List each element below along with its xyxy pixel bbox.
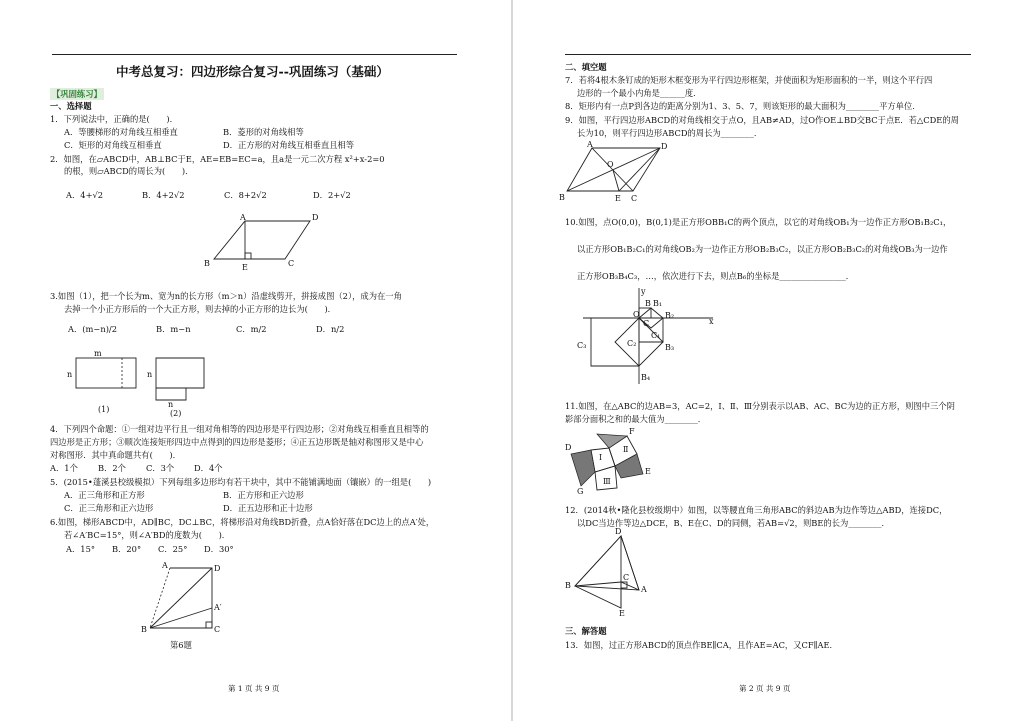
header-rule [52,54,457,55]
fig2-label-e: E [242,263,248,272]
question-6-line2: 若∠A′BC=15°，则∠A′BD的度数为( )． [64,530,231,540]
q5-option-d: D．正五边形和正十边形 [223,503,313,513]
fig9-label-c: C [631,194,638,203]
fig10-label-c1: C₁ [651,331,661,340]
q3-option-b: B．m−n [156,324,191,334]
fig10-label-b2: B₂ [665,311,675,320]
fig9-label-e: E [615,194,621,203]
question-10-line1: 10.如图，点O(0,0)，B(0,1)是正方形OBB₁C的两个顶点，以它的对角线OB₁为一边作正方形OB₁B₂C₁， [565,217,952,227]
fig2-label-c: C [288,259,295,268]
fig10-label-b: B [645,299,651,308]
fig3-caption-1: (1) [98,405,110,414]
question-10-line3: 正方形OB₃B₄C₃，…，依次进行下去，则点B₆的坐标是________________． [577,271,855,281]
fig2-label-a: A [240,213,246,222]
fig11-label-g: G [577,487,584,496]
q1-option-d: D．正方形的对角线互相垂直且相等 [223,140,355,150]
fig2-label-b: B [204,259,210,268]
question-2-line1: 2．如图，在▱ABCD中，AB⊥BC于E，AE=EB=EC=a，且a是一元二次方程 x²+x-2=0 [50,154,385,164]
q4-option-b: B．2个 [98,463,126,473]
fig9-label-d: D [661,142,668,151]
figure-q3-rectangles [66,350,226,420]
q5-option-c: C．正三角形和正六边形 [64,503,154,513]
page-1 [0,0,511,721]
fig3-label-n3: n [168,400,174,409]
fig11-label-e: E [645,467,651,476]
question-4-line1: 4．下列四个命题：①一组对边平行且一组对角相等的四边形是平行四边形；②对角线互相垂直且相等的 [50,424,429,434]
figure-q12-triangles [565,527,655,618]
fig6-label-b: B [141,625,147,634]
fig6-label-a: A [162,561,168,570]
fig6-caption: 第6题 [170,640,192,650]
section-heading-choice: 一、选择题 [50,101,92,111]
section-tag: 【巩固练习】 [52,89,102,99]
fig6-label-a-prime: A′ [214,603,222,612]
fig10-label-o: O [633,310,640,319]
question-3-line1: 3.如图（1），把一个长为m、宽为n的长方形（m＞n）沿虚线剪开，拼接成图（2），成为在一角 [50,291,402,301]
fig10-label-b3: B₃ [665,343,675,352]
q6-option-d: D．30° [204,544,234,554]
q1-option-c: C．矩形的对角线互相垂直 [64,140,162,150]
page-2 [513,0,1024,721]
question-11-line2: 影部分面积之和的最大值为________． [565,414,707,424]
fig10-label-y: y [641,287,646,296]
q4-option-d: D．4个 [194,463,223,473]
q5-option-b: B．正方形和正六边形 [223,490,304,500]
page-footer: 第 1 页 共 9 页 [228,684,280,693]
fig9-label-a: A [587,140,593,149]
q2-option-a: A．4+√2 [66,190,104,200]
section-heading-solve: 三、解答题 [565,626,607,636]
q2-option-c: C．8+2√2 [224,190,267,200]
question-4-line2: 四边形是正方形；③顺次连接矩形四边中点得到的四边形是菱形；④正五边形既是轴对称图形又是中心 [50,437,424,447]
fig9-label-b: B [559,193,565,202]
q6-option-c: C．25° [158,544,188,554]
fig12-label-a: A [641,585,647,594]
q1-option-b: B．菱形的对角线相等 [223,127,304,137]
q3-option-a: A．(m−n)/2 [68,324,117,334]
q6-option-b: B．20° [112,544,142,554]
question-5: 5．(2015•蓬溪县校级模拟）下列每组多边形均有若干块中，其中不能铺满地面（镶嵌）的一组是( ) [50,477,432,487]
q2-option-b: B．4+2√2 [142,190,185,200]
q6-option-a: A．15° [66,544,95,554]
fig10-label-c3: C₃ [577,341,587,350]
page-footer: 第 2 页 共 9 页 [739,684,791,693]
fig6-label-d: D [214,564,221,573]
q5-option-a: A．正三角形和正方形 [64,490,145,500]
figure-q2-parallelogram [200,212,330,272]
fig12-label-d: D [615,527,622,536]
q4-option-c: C．3个 [146,463,175,473]
fig10-label-b1: B₁ [653,299,663,308]
fig11-label-iii: Ⅲ [603,477,611,486]
question-12-line2: 以DC当边作等边△DCE，B、E在C、D的同侧，若AB=√2，则BE的长为________． [577,518,890,528]
fig11-label-ii: Ⅱ [623,445,629,454]
fig10-label-b4: B₄ [641,373,651,382]
fig11-label-i: Ⅰ [599,453,603,462]
q4-option-a: A．1个 [50,463,78,473]
fig3-label-m: m [94,349,102,358]
fig12-label-b: B [565,581,571,590]
fig3-label-n2: n [147,370,153,379]
question-1: 1．下列说法中，正确的是( )． [50,114,178,124]
page-title: 中考总复习：四边形综合复习--巩固练习（基础） [116,64,389,79]
question-13: 13．如图，过正方形ABCD的顶点作BE∥CA，且作AE=AC，又CF∥AE． [565,640,838,650]
q3-option-c: C．m/2 [236,324,267,334]
fig9-label-o: O [607,160,614,169]
question-10-line2: 以正方形OB₁B₂C₁的对角线OB₂为一边作正方形OB₂B₃C₂，以正方形OB₂B₃C₂的对角线OB₃为一边作 [577,244,948,254]
question-11-line1: 11.如图，在△ABC的边AB=3，AC=2，Ⅰ、Ⅱ、Ⅲ分别表示以AB、AC、BC为边的正方形，则图中三个阴 [565,401,955,411]
question-12-line1: 12．(2014秋•隆化县校级期中）如图，以等腰直角三角形ABC的斜边AB为边作等边△ABD，连接DC， [565,505,948,515]
question-2-line2: 的根，则▱ABCD的周长为( )． [64,166,194,176]
q2-option-d: D．2+√2 [313,190,351,200]
fig3-caption-2: (2) [170,409,182,418]
question-4-line3: 对称图形．其中真命题共有( )． [50,450,181,460]
fig12-label-c: C [623,573,630,582]
question-9-line2: 长为10，则平行四边形ABCD的周长为________． [577,128,763,138]
fig10-label-c: C [643,319,650,328]
question-6-line1: 6.如图，梯形ABCD中，AD∥BC，DC⊥BC，将梯形沿对角线BD折叠，点A恰好落在DC边上的点A′处， [50,517,435,527]
fig3-label-n: n [67,370,73,379]
fig10-label-c2: C₂ [627,339,637,348]
question-8: 8．矩形内有一点P到各边的距离分别为1、3、5、7，则该矩形的最大面积为________平方单位． [565,101,921,111]
figure-q9-parallelogram [559,140,675,204]
fig6-label-c: C [214,625,221,634]
fig12-label-e: E [619,609,625,618]
question-7-line1: 7．若将4根木条钉成的矩形木框变形为平行四边形框架，并使面积为矩形面积的一半，则这个平行四 [565,75,933,85]
question-9-line1: 9．如图，平行四边形ABCD的对角线相交于点O，且AB≠AD，过O作OE⊥BD交BC于点E．若△CDE的周 [565,115,959,125]
fig2-label-d: D [312,213,319,222]
section-heading-fill: 二、填空题 [565,62,607,72]
fig10-label-x: x [709,317,714,326]
figure-q11-squares [565,427,655,500]
question-3-line2: 去掉一个小正方形后的一个大正方形，则去掉的小正方形的边长为( )． [64,304,336,314]
question-7-line2: 边形的一个最小内角是______度． [577,88,702,98]
q1-option-a: A．等腰梯形的对角线互相垂直 [64,127,178,137]
fig11-label-f: F [629,427,635,436]
figure-q6-trapezoid [140,562,230,638]
fig11-label-d: D [565,443,572,452]
header-rule [565,54,971,55]
figure-q10-squares [577,287,723,388]
q3-option-d: D．n/2 [316,324,345,334]
